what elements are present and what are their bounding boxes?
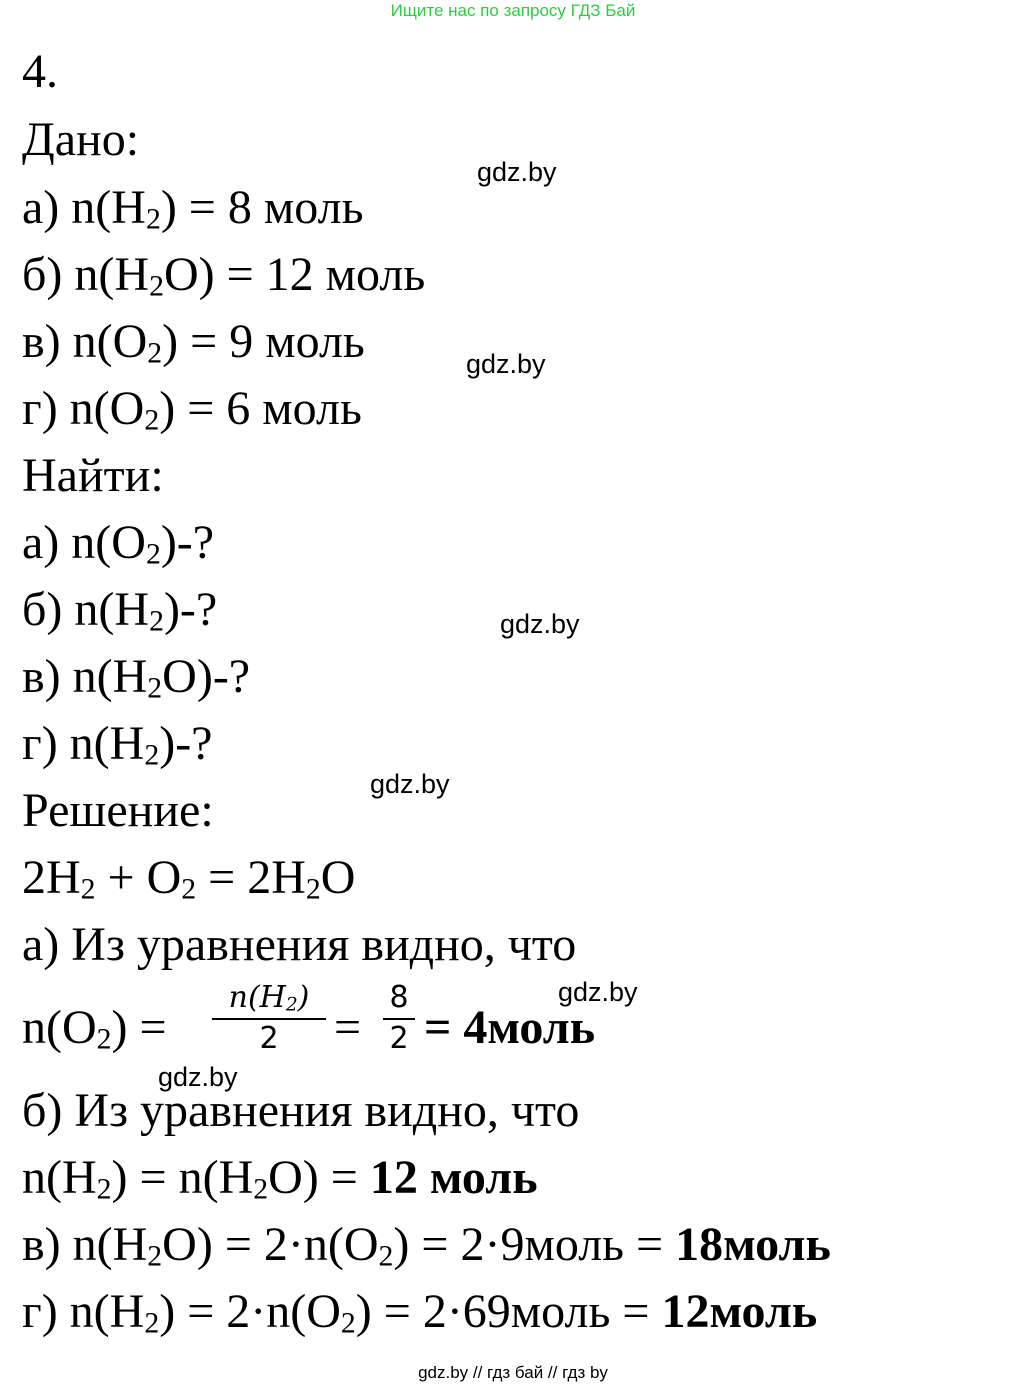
reaction-equation: $2H_2 + O_2 = 2H_2O$ <box>22 851 356 906</box>
fraction-8-over-2: 8 2 <box>383 980 415 1058</box>
given-b: б) $n(H_2O) = 12$ моль <box>22 248 426 303</box>
given-g: г) $n(O_2) = 6$ моль <box>22 382 362 437</box>
given-v: в) $n(O_2) = 9$ моль <box>22 315 365 370</box>
solution-a-text: а) Из уравнения видно, что <box>22 918 577 971</box>
watermark: gdz.by <box>477 157 557 187</box>
watermark: gdz.by <box>370 769 450 799</box>
given-heading: Дано: <box>22 113 140 166</box>
task-number: 4. <box>22 45 58 98</box>
watermark: gdz.by <box>500 609 580 639</box>
watermark: gdz.by <box>466 349 546 379</box>
find-v: в) $n(H_2O)-$? <box>22 650 251 705</box>
solution-b-line: $n(H_2) = n(H_2O) = 12$ моль <box>22 1151 538 1206</box>
watermark: gdz.by <box>558 977 638 1007</box>
equals-sign: = <box>334 1001 362 1054</box>
top-banner[interactable]: Ищите нас по запросу ГДЗ Бай <box>390 1 636 20</box>
find-g: г) $n(H_2)-$? <box>22 717 213 772</box>
solution-a-result: = 4моль <box>424 1001 596 1054</box>
solution-v-line: в) $n(H_2O) = 2\cdot n(O_2)$ = 2·9моль = 18моль <box>22 1218 831 1273</box>
find-b: б) $n(H_2)-$? <box>22 583 218 638</box>
given-a: а) $n(H_2) = 8$ моль <box>22 181 364 236</box>
find-a: а) $n(O_2)-$? <box>22 516 215 571</box>
solution-g-line: г) $n(H_2) = 2\cdot n(O_2)$ = 2·69моль = 12моль <box>22 1285 818 1340</box>
fraction-n-h2-over-2: $n(H_2)$ 2 <box>212 980 326 1058</box>
find-heading: Найти: <box>22 449 164 502</box>
footer-links[interactable]: gdz.by // гдз бай // гдз by <box>418 1363 608 1382</box>
watermark: gdz.by <box>158 1062 238 1092</box>
solution-a-lhs: $n(O_2)$ = <box>22 1001 167 1056</box>
solution-heading: Решение: <box>22 784 214 837</box>
solution-b-text: б) Из уравнения видно, что <box>22 1084 580 1137</box>
